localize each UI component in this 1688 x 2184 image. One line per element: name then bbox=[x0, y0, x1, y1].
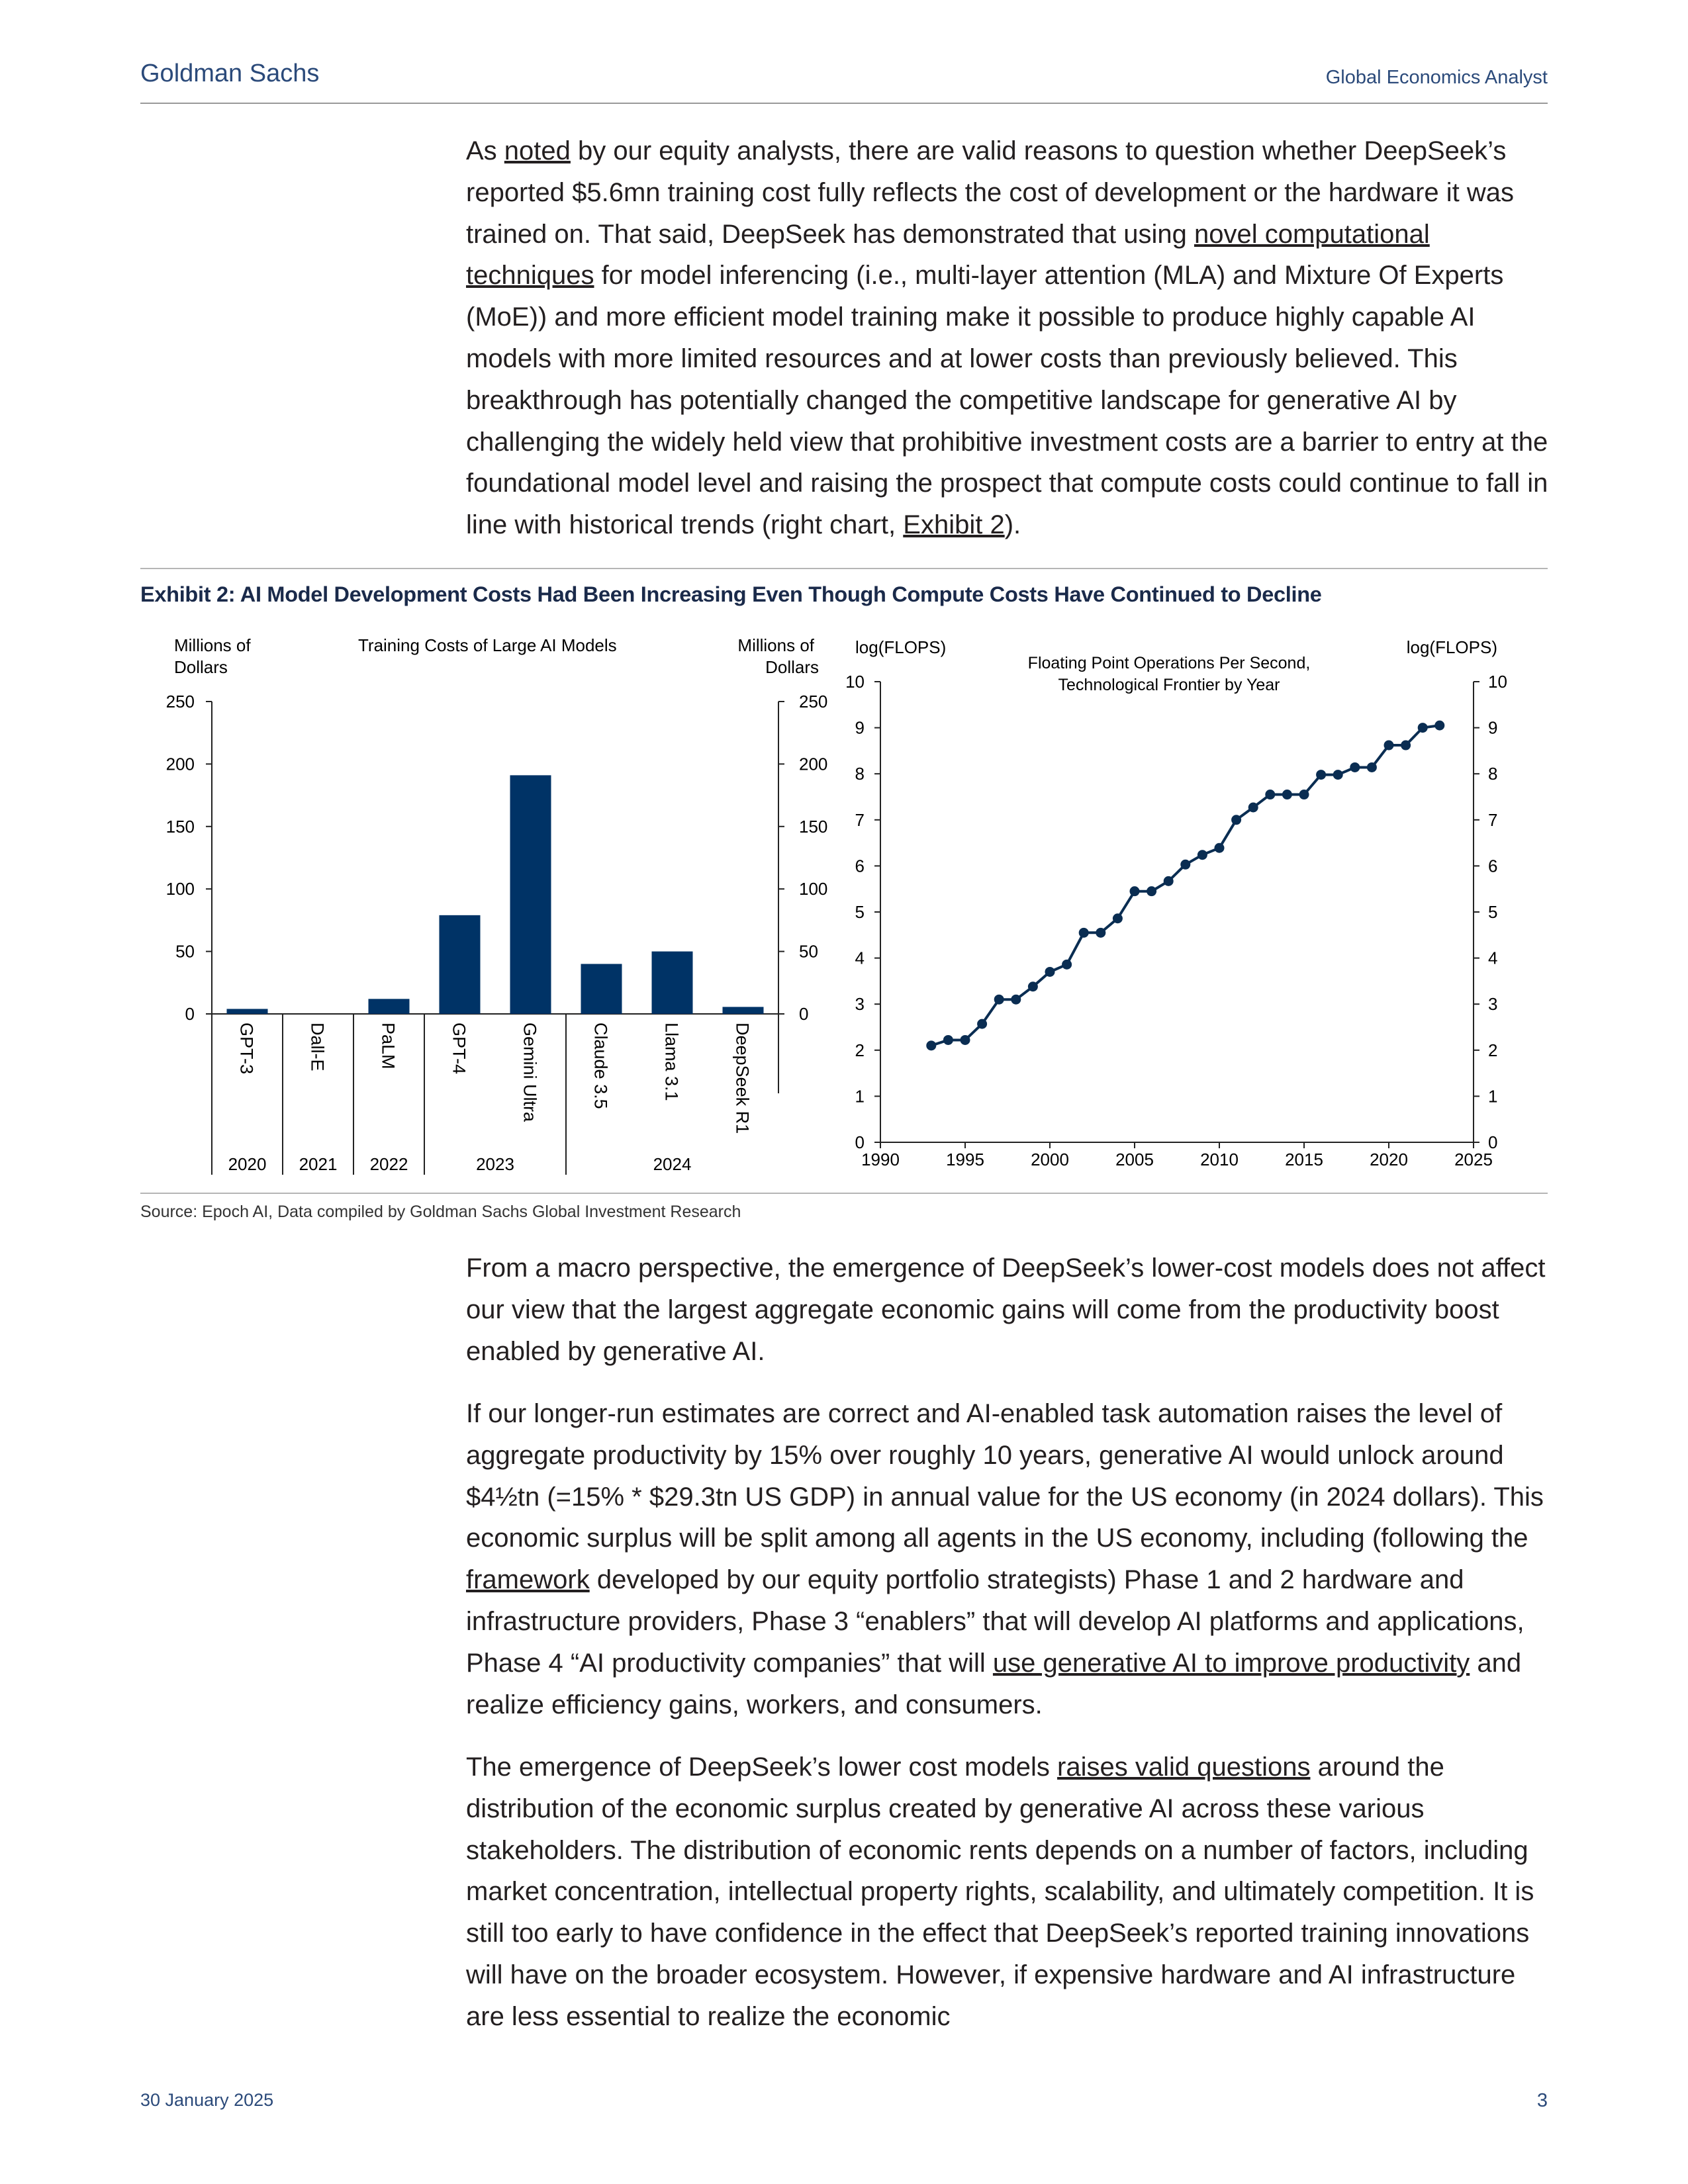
footer-date: 30 January 2025 bbox=[140, 2090, 274, 2110]
paragraph-2 bbox=[466, 1248, 1552, 1372]
data-point bbox=[994, 995, 1004, 1005]
data-point bbox=[1401, 741, 1411, 751]
exhibit-bottom-rule bbox=[140, 1193, 1548, 1194]
line-chart-title-2: Technological Frontier by Year bbox=[1058, 676, 1280, 694]
bar bbox=[227, 1009, 268, 1014]
y-tick-label-left: 3 bbox=[855, 994, 865, 1015]
paragraph-text: If our longer-run estimates are correct and AI-enabled task automation raises the level of aggregate productivity by 15% over roughly 10 years, generative AI would unlock around $4½tn (=15% * $29.3tn US GDP) in annual value for the US economy (in 2024 dollars). This economic surplus will be split among all agents in the US economy, including (following the bbox=[466, 1399, 1544, 1553]
data-point bbox=[1333, 770, 1343, 780]
link-use-generative-ai[interactable]: use generative AI to improve productivity bbox=[992, 1648, 1470, 1678]
year-label: 2024 bbox=[653, 1154, 692, 1174]
y-tick-label-right: 3 bbox=[1488, 994, 1498, 1015]
y-tick-label-right: 0 bbox=[799, 1004, 809, 1024]
bar bbox=[440, 915, 481, 1014]
y-tick-label-right: 50 bbox=[799, 941, 818, 962]
data-point bbox=[943, 1035, 953, 1045]
data-point bbox=[1147, 886, 1156, 896]
y-tick-label-left: 4 bbox=[855, 948, 865, 968]
category-label: Llama 3.1 bbox=[661, 1023, 682, 1101]
data-point bbox=[1062, 960, 1072, 970]
y-tick-label-right: 10 bbox=[1488, 672, 1507, 692]
data-point bbox=[1299, 790, 1309, 799]
category-label: DeepSeek R1 bbox=[732, 1023, 753, 1134]
x-tick-label: 2000 bbox=[1031, 1150, 1069, 1169]
y-tick-label-right: 250 bbox=[799, 692, 828, 711]
y-tick-label-left: 6 bbox=[855, 856, 865, 876]
data-point bbox=[1316, 770, 1326, 780]
line-left-y-label: log(FLOPS) bbox=[855, 637, 947, 657]
data-point bbox=[1434, 721, 1444, 731]
paragraph-text: and realize efficiency gains, workers, and consumers. bbox=[466, 1648, 1522, 1719]
category-label: Claude 3.5 bbox=[590, 1023, 611, 1109]
y-tick-label-left: 9 bbox=[855, 717, 865, 738]
category-label: GPT-3 bbox=[236, 1023, 257, 1075]
link-raises-valid-questions[interactable]: raises valid questions bbox=[1057, 1752, 1311, 1782]
data-point bbox=[1045, 967, 1055, 977]
paragraph-text: From a macro perspective, the emergence of DeepSeek’s lower-cost models does not affect our view that the largest aggregate economic gains will come from the productivity boost enabled by generative AI. bbox=[466, 1253, 1546, 1366]
y-tick-label-left: 50 bbox=[175, 941, 195, 962]
year-label: 2023 bbox=[476, 1154, 514, 1174]
category-label: Gemini Ultra bbox=[520, 1023, 540, 1122]
data-point bbox=[1384, 741, 1394, 751]
x-tick-label: 2020 bbox=[1370, 1150, 1408, 1169]
left-chart bbox=[166, 635, 828, 1175]
paragraph-text: by our equity analysts, there are valid reasons to question whether DeepSeek’s reported $5.6mn training cost fully reflects the cost of development or the hardware it was trained on. That said, DeepSeek has demonstrated that using bbox=[466, 136, 1515, 249]
brand-name: Goldman Sachs bbox=[140, 60, 320, 87]
right-chart bbox=[845, 637, 1507, 1169]
y-tick-label-right: 6 bbox=[1488, 856, 1498, 876]
data-point bbox=[926, 1040, 936, 1050]
exhibit-title: Exhibit 2: AI Model Development Costs Had Been Increasing Even Though Compute Costs Have Continued to Decline bbox=[140, 582, 1322, 606]
paragraph-text: ). bbox=[1004, 510, 1021, 540]
data-point bbox=[961, 1035, 970, 1045]
data-point bbox=[1113, 913, 1123, 923]
data-point bbox=[1418, 723, 1428, 733]
category-label: Dall-E bbox=[307, 1023, 328, 1071]
data-point bbox=[1028, 981, 1038, 991]
data-point bbox=[1011, 995, 1021, 1005]
link-exhibit-2[interactable]: Exhibit 2 bbox=[903, 510, 1005, 540]
y-tick-label-right: 150 bbox=[799, 816, 828, 837]
link-noted[interactable]: noted bbox=[504, 136, 571, 165]
data-point bbox=[1215, 843, 1225, 853]
bar bbox=[369, 999, 410, 1014]
line-right-y-label: log(FLOPS) bbox=[1406, 637, 1497, 657]
x-tick-label: 1990 bbox=[861, 1150, 900, 1169]
bar bbox=[581, 964, 622, 1014]
data-point bbox=[1164, 876, 1174, 886]
year-label: 2020 bbox=[228, 1154, 267, 1174]
y-tick-label-right: 9 bbox=[1488, 717, 1498, 738]
y-tick-label-left: 250 bbox=[165, 692, 195, 711]
data-point bbox=[1180, 860, 1190, 870]
paragraph-text: developed by our equity portfolio strategists) Phase 1 and 2 hardware and infrastructure providers, Phase 3 “enablers” that will develop AI platforms and applications, Phase 4 “AI productivity companies” that will bbox=[466, 1565, 1524, 1678]
y-tick-label-left: 1 bbox=[855, 1086, 865, 1107]
left-y-label-2: Dollars bbox=[174, 657, 228, 677]
exhibit-source: Source: Epoch AI, Data compiled by Goldman Sachs Global Investment Research bbox=[140, 1203, 741, 1221]
y-tick-label-left: 0 bbox=[185, 1004, 195, 1024]
paragraph-text: The emergence of DeepSeek’s lower cost models bbox=[466, 1752, 1058, 1782]
category-label: PaLM bbox=[378, 1023, 399, 1069]
y-tick-label-left: 10 bbox=[845, 672, 865, 692]
y-tick-label-right: 4 bbox=[1488, 948, 1498, 968]
paragraph-4 bbox=[466, 1747, 1552, 2038]
paragraph-text: As bbox=[466, 136, 504, 165]
y-tick-label-left: 5 bbox=[855, 902, 865, 922]
data-point bbox=[1231, 815, 1241, 825]
y-tick-label-right: 2 bbox=[1488, 1040, 1498, 1060]
left-chart-title: Training Costs of Large AI Models bbox=[358, 635, 617, 655]
y-tick-label-right: 200 bbox=[799, 754, 828, 774]
paragraph-3 bbox=[466, 1393, 1552, 1725]
data-point bbox=[977, 1019, 987, 1029]
page-number: 3 bbox=[1536, 2090, 1548, 2111]
data-point bbox=[1130, 886, 1140, 896]
data-point bbox=[1197, 850, 1207, 860]
y-tick-label-left: 8 bbox=[855, 764, 865, 784]
y-tick-label-right: 8 bbox=[1488, 764, 1498, 784]
x-tick-label: 2025 bbox=[1454, 1150, 1493, 1169]
category-label: GPT-4 bbox=[449, 1023, 469, 1075]
data-point bbox=[1350, 762, 1360, 772]
y-tick-label-left: 7 bbox=[855, 809, 865, 830]
y-tick-label-left: 100 bbox=[165, 879, 195, 899]
data-point bbox=[1248, 803, 1258, 813]
x-tick-label: 2010 bbox=[1200, 1150, 1239, 1169]
link-novel-techniques[interactable]: novel computational techniques bbox=[466, 219, 1430, 291]
x-tick-label: 1995 bbox=[946, 1150, 984, 1169]
line-chart-title-1: Floating Point Operations Per Second, bbox=[1027, 654, 1311, 672]
y-tick-label-left: 200 bbox=[165, 754, 195, 774]
y-tick-label-left: 150 bbox=[165, 816, 195, 837]
data-point bbox=[1096, 928, 1105, 938]
right-y-label-2: Dollars bbox=[765, 657, 819, 677]
data-point bbox=[1265, 790, 1275, 799]
bar bbox=[510, 775, 551, 1014]
x-tick-label: 2015 bbox=[1285, 1150, 1323, 1169]
right-y-label-1: Millions of bbox=[737, 635, 814, 655]
y-tick-label-right: 0 bbox=[1488, 1132, 1498, 1152]
paragraph-text: around the distribution of the economic surplus created by generative AI across these various stakeholders. The distribution of economic rents depends on a number of factors, including market concentration, intellectual property rights, scalability, and ultimately competition. It is still too early to have confidence in the effect that DeepSeek’s reported training innovations will have on the broader ecosystem. However, if expensive hardware and AI infrastructure are less essential to realize the economic bbox=[466, 1752, 1534, 2031]
bar bbox=[723, 1007, 764, 1014]
bar bbox=[652, 952, 693, 1014]
y-tick-label-right: 100 bbox=[799, 879, 828, 899]
series-line bbox=[931, 725, 1440, 1046]
data-point bbox=[1367, 762, 1377, 772]
data-point bbox=[1079, 928, 1089, 938]
y-tick-label-right: 1 bbox=[1488, 1086, 1498, 1107]
link-framework[interactable]: framework bbox=[466, 1565, 590, 1595]
y-tick-label-right: 5 bbox=[1488, 902, 1498, 922]
data-point bbox=[1282, 790, 1292, 799]
left-y-label-1: Millions of bbox=[174, 635, 251, 655]
year-label: 2021 bbox=[299, 1154, 338, 1174]
year-label: 2022 bbox=[369, 1154, 408, 1174]
publication-name: Global Economics Analyst bbox=[1325, 67, 1548, 88]
y-tick-label-right: 7 bbox=[1488, 809, 1498, 830]
y-tick-label-left: 0 bbox=[855, 1132, 865, 1152]
paragraph-text: for model inferencing (i.e., multi-layer attention (MLA) and Mixture Of Experts (MoE)) and more efficient model training make it possible to produce highly capable AI models with more limited resources and at lower costs than previously believed. This breakthrough has potentially changed the competitive landscape for generative AI by challenging the widely held view that prohibitive investment costs are a barrier to entry at the foundational model level and raising the prospect that compute costs could continue to fall in line with historical trends (right chart, bbox=[466, 261, 1548, 540]
y-tick-label-left: 2 bbox=[855, 1040, 865, 1060]
x-tick-label: 2005 bbox=[1115, 1150, 1154, 1169]
